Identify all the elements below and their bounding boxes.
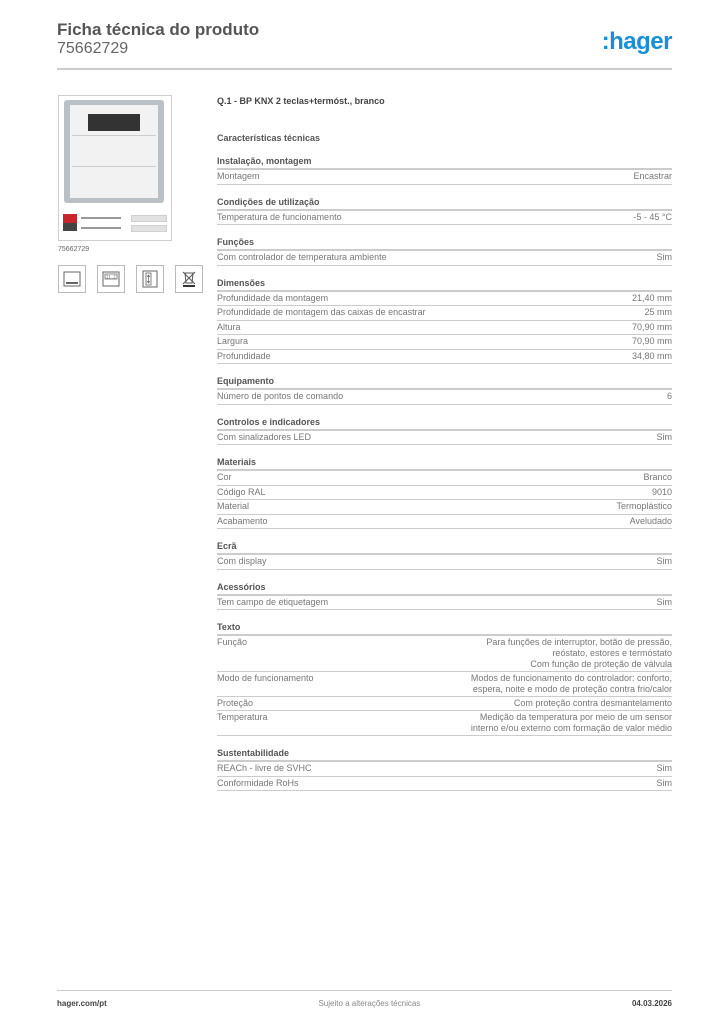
spec-value: 9010 — [651, 486, 672, 497]
spec-label: Montagem — [217, 171, 260, 181]
spec-group — [217, 581, 672, 611]
spec-row — [217, 390, 672, 405]
spec-label: Com controlador de temperatura ambiente — [217, 252, 387, 262]
spec-label: Proteção — [217, 698, 254, 708]
section-title: Características técnicas — [217, 133, 321, 143]
spec-row — [217, 596, 672, 611]
rocker-switch-icon — [136, 265, 164, 293]
spec-label: REACh - livre de SVHC — [217, 763, 312, 773]
spec-label: Com sinalizadores LED — [217, 431, 312, 442]
spec-value — [471, 711, 672, 735]
group-title: Funções — [217, 236, 672, 251]
spec-value-line: espera, noite e modo de proteção contra frio/calor — [472, 684, 672, 694]
rocker-key-2 — [72, 166, 156, 196]
label-strip-icon — [131, 225, 167, 232]
spec-row — [217, 471, 672, 486]
group-title: Materiais — [217, 456, 672, 471]
spec-group — [217, 196, 672, 226]
spec-value: Sim — [656, 596, 672, 607]
spec-label: Número de pontos de comando — [217, 391, 344, 401]
spec-label: Material — [217, 501, 250, 511]
spec-label: Altura — [217, 321, 241, 332]
spec-value: 34,80 mm — [631, 350, 672, 361]
spec-label: Largura — [217, 336, 249, 346]
spec-value: Sim — [656, 431, 672, 442]
spec-label: Cor — [217, 472, 232, 482]
rocker-key-1 — [72, 135, 156, 165]
spec-value: 21,40 mm — [631, 292, 672, 303]
spec-label: Temperatura — [217, 712, 268, 722]
spec-row — [217, 672, 672, 697]
spec-row — [217, 211, 672, 226]
spec-row — [217, 762, 672, 777]
spec-value-line: interno e/ou externo com formação de valor médio — [470, 723, 672, 733]
group-title: Controlos e indicadores — [217, 416, 672, 431]
screw-icon — [81, 227, 121, 229]
spec-value: Sim — [656, 763, 672, 773]
spec-row — [217, 636, 672, 672]
group-title: Texto — [217, 621, 672, 636]
spec-group — [217, 416, 672, 446]
spec-value: -5 - 45 °C — [633, 211, 672, 222]
group-title: Acessórios — [217, 581, 672, 596]
product-number: 75662729 — [57, 40, 129, 57]
spec-row — [217, 711, 672, 736]
spec-row — [217, 486, 672, 501]
header-divider — [57, 68, 672, 70]
spec-group — [217, 375, 672, 405]
spec-group — [217, 456, 672, 529]
spec-value: 6 — [666, 391, 672, 401]
lcd-display — [88, 114, 140, 131]
spec-value-line: reóstato, estores e termóstato — [552, 648, 672, 658]
spec-value — [486, 636, 672, 671]
group-title: Condições de utilização — [217, 196, 672, 211]
display-module-icon — [58, 265, 86, 293]
product-name: Q.1 - BP KNX 2 teclas+termóst., branco — [217, 96, 385, 106]
spec-value-line: Com proteção contra desmantelamento — [513, 698, 672, 708]
spec-group — [217, 155, 672, 185]
group-title: Dimensões — [217, 277, 672, 292]
spec-label: Temperatura de funcionamento — [217, 211, 342, 222]
spec-label: Profundidade — [217, 350, 271, 361]
spec-row — [217, 170, 672, 185]
spec-label: Profundidade de montagem das caixas de encastrar — [217, 307, 426, 317]
spec-label: Código RAL — [217, 486, 266, 497]
spec-label: Modo de funcionamento — [217, 673, 314, 683]
spec-label: Função — [217, 637, 248, 647]
footer-date: 04.03.2026 — [631, 999, 672, 1008]
spec-label: Conformidade RoHs — [217, 777, 299, 788]
page-header — [57, 20, 672, 58]
bus-terminal-icon — [63, 214, 77, 223]
product-image — [58, 95, 172, 241]
device-frame — [64, 100, 164, 203]
image-caption: 75662729 — [58, 246, 90, 253]
spec-label: Profundidade da montagem — [217, 292, 329, 303]
spec-value-line: Para funções de interruptor, botão de pressão, — [486, 637, 672, 647]
spec-row — [217, 306, 672, 321]
spec-row — [217, 292, 672, 307]
spec-row — [217, 251, 672, 266]
thermostat-display-icon — [97, 265, 125, 293]
group-title: Instalação, montagem — [217, 155, 672, 170]
spec-groups — [217, 155, 672, 791]
spec-value — [514, 697, 672, 710]
footer-note: Sujeito a alterações técnicas — [318, 999, 421, 1008]
spec-row — [217, 335, 672, 350]
page-title: Ficha técnica do produto — [57, 20, 260, 39]
group-title: Ecrã — [217, 540, 672, 555]
feature-icons — [58, 265, 208, 293]
spec-value: 70,90 mm — [631, 321, 672, 332]
spec-content — [217, 96, 672, 791]
group-title: Equipamento — [217, 375, 672, 390]
spec-group — [217, 236, 672, 266]
spec-group — [217, 540, 672, 570]
svg-text:21.2: 21.2 — [106, 274, 116, 280]
spec-value-line: Medição da temperatura por meio de um sensor — [479, 712, 672, 722]
spec-row — [217, 697, 672, 711]
hager-logo: :hager — [601, 28, 672, 55]
spec-value: Aveludado — [629, 515, 672, 526]
spec-label: Acabamento — [217, 515, 268, 526]
spec-row — [217, 555, 672, 570]
spec-group — [217, 747, 672, 791]
spec-value: Termoplástico — [616, 501, 672, 511]
spec-value: Branco — [643, 472, 672, 482]
spec-value: Sim — [656, 777, 672, 788]
spec-group — [217, 621, 672, 736]
spec-row — [217, 500, 672, 515]
spec-group — [217, 277, 672, 365]
product-sidebar — [58, 95, 208, 293]
spec-value: Sim — [656, 556, 672, 566]
spec-value: Encastrar — [633, 171, 672, 181]
footer-url[interactable]: hager.com/pt — [57, 999, 107, 1008]
weee-disposal-icon — [175, 265, 203, 293]
spec-value: Sim — [656, 252, 672, 262]
spec-label: Com display — [217, 556, 267, 566]
spec-row — [217, 515, 672, 530]
group-title: Sustentabilidade — [217, 747, 672, 762]
label-strip-icon — [131, 215, 167, 222]
spec-row — [217, 431, 672, 446]
spec-value: 25 mm — [644, 307, 672, 317]
spec-row — [217, 777, 672, 792]
spec-value-line: Com função de proteção de válvula — [530, 659, 672, 669]
spec-value — [471, 672, 672, 696]
spec-row — [217, 321, 672, 336]
spec-value: 70,90 mm — [631, 336, 672, 346]
spec-row — [217, 350, 672, 365]
bus-terminal-base — [63, 223, 77, 231]
page-footer — [57, 990, 672, 1008]
spec-value-line: Modos de funcionamento do controlador: conforto, — [470, 673, 672, 683]
spec-label: Tem campo de etiquetagem — [217, 596, 329, 607]
screw-icon — [81, 217, 121, 219]
footer-divider — [57, 990, 672, 991]
